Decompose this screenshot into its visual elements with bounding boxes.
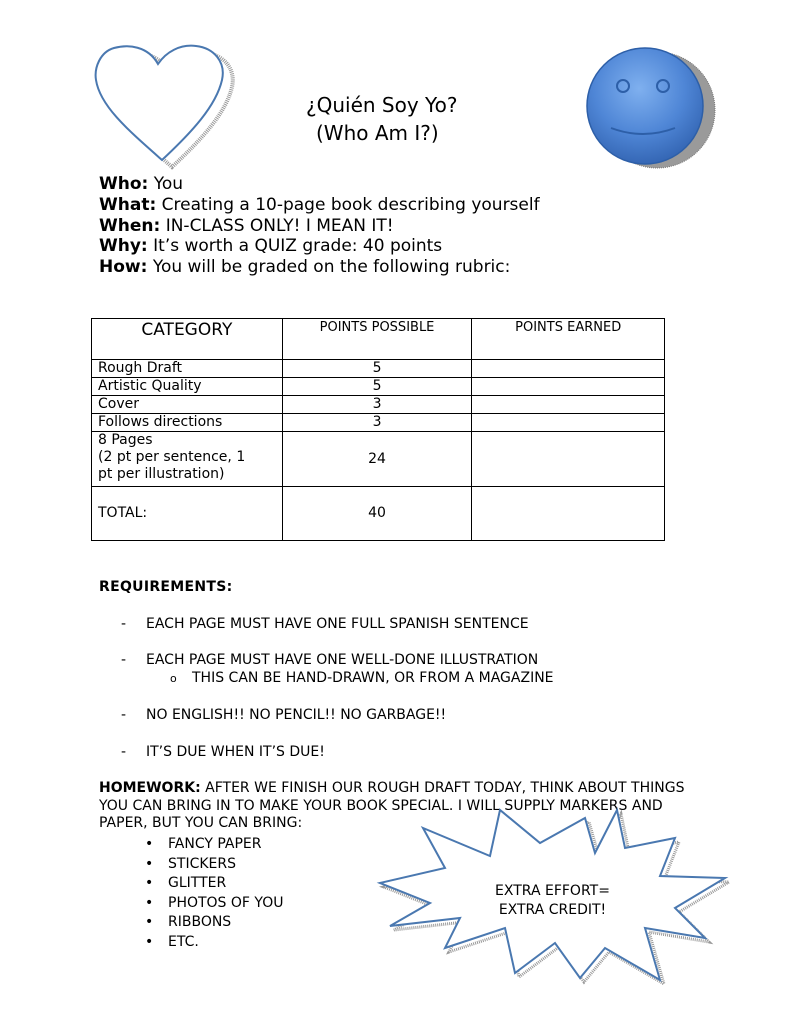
requirement-item: NO ENGLISH!! NO PENCIL!! NO GARBAGE!! xyxy=(146,707,447,723)
rubric-points-possible: 3 xyxy=(282,396,472,414)
rubric-total-earned xyxy=(472,487,665,541)
rubric-total-label: TOTAL: xyxy=(92,487,283,541)
rubric-points-possible: 5 xyxy=(282,378,472,396)
list-bullet: - xyxy=(121,652,127,668)
header-points-possible: POINTS POSSIBLE xyxy=(282,319,472,360)
rubric-points-possible: 24 xyxy=(282,432,472,487)
list-item: • STICKERS xyxy=(145,855,236,872)
rubric-category: Rough Draft xyxy=(92,360,283,378)
list-bullet: - xyxy=(121,707,127,723)
requirement-item: EACH PAGE MUST HAVE ONE FULL SPANISH SENTENCE xyxy=(146,616,529,632)
list-item: • PHOTOS OF YOU xyxy=(145,894,284,911)
table-row-total xyxy=(92,487,665,541)
requirements-heading: REQUIREMENTS: xyxy=(99,579,233,595)
rubric-category: Cover xyxy=(92,396,283,414)
rubric-points-earned xyxy=(472,378,665,396)
table-row xyxy=(92,360,665,378)
table-row xyxy=(92,378,665,396)
rubric-table xyxy=(91,318,665,541)
list-bullet: - xyxy=(121,616,127,632)
header-points-earned: POINTS EARNED xyxy=(472,319,665,360)
rubric-category: Artistic Quality xyxy=(92,378,283,396)
rubric-points-earned xyxy=(472,432,665,487)
rubric-points-possible: 5 xyxy=(282,360,472,378)
table-row xyxy=(92,432,665,487)
smiley-face-icon xyxy=(585,44,720,172)
list-item: • RIBBONS xyxy=(145,914,232,931)
rubric-points-earned xyxy=(472,396,665,414)
list-bullet: - xyxy=(121,744,127,760)
info-what: What: Creating a 10-page book describing yourself xyxy=(99,194,540,215)
info-how: How: You will be graded on the following rubric: xyxy=(99,257,511,278)
extra-credit-callout: EXTRA EFFORT= EXTRA CREDIT! xyxy=(495,883,610,918)
requirement-item: EACH PAGE MUST HAVE ONE WELL-DONE ILLUSTRATION xyxy=(146,652,539,668)
info-why: Why: It’s worth a QUIZ grade: 40 points xyxy=(99,236,443,257)
homework-list xyxy=(120,835,283,953)
list-item: • FANCY PAPER xyxy=(145,836,262,852)
assignment-info xyxy=(99,174,540,278)
list-sub-bullet: o xyxy=(170,672,177,685)
rubric-category: Follows directions xyxy=(92,414,283,432)
info-who: Who: You xyxy=(99,174,184,194)
list-item: • ETC. xyxy=(145,933,199,950)
rubric-points-possible: 3 xyxy=(282,414,472,432)
page-subtitle: (Who Am I?) xyxy=(316,121,439,145)
rubric-points-earned xyxy=(472,414,665,432)
table-row xyxy=(92,414,665,432)
header-category: CATEGORY xyxy=(92,319,283,360)
page-title: ¿Quién Soy Yo? xyxy=(306,93,458,117)
rubric-total-possible: 40 xyxy=(282,487,472,541)
list-item: • GLITTER xyxy=(145,875,227,892)
rubric-points-earned xyxy=(472,360,665,378)
heart-icon xyxy=(96,44,231,166)
homework-text: AFTER WE FINISH OUR ROUGH DRAFT TODAY, THINK ABOUT THINGS YOU CAN BRING IN TO MAKE YOUR BOOK SPECIAL. I WILL SUPPLY MARKERS AND PAPER, BUT YOU CAN BRING: xyxy=(99,780,685,831)
info-when: When: IN-CLASS ONLY! I MEAN IT! xyxy=(99,215,394,236)
table-row xyxy=(92,396,665,414)
rubric-category: 8 Pages (2 pt per sentence, 1 pt per illustration) xyxy=(92,432,283,487)
requirement-item: IT’S DUE WHEN IT’S DUE! xyxy=(146,744,325,760)
requirement-subitem: THIS CAN BE HAND-DRAWN, OR FROM A MAGAZINE xyxy=(192,670,554,686)
homework-label: HOMEWORK: xyxy=(99,780,201,796)
rubric-header-row xyxy=(92,319,665,360)
